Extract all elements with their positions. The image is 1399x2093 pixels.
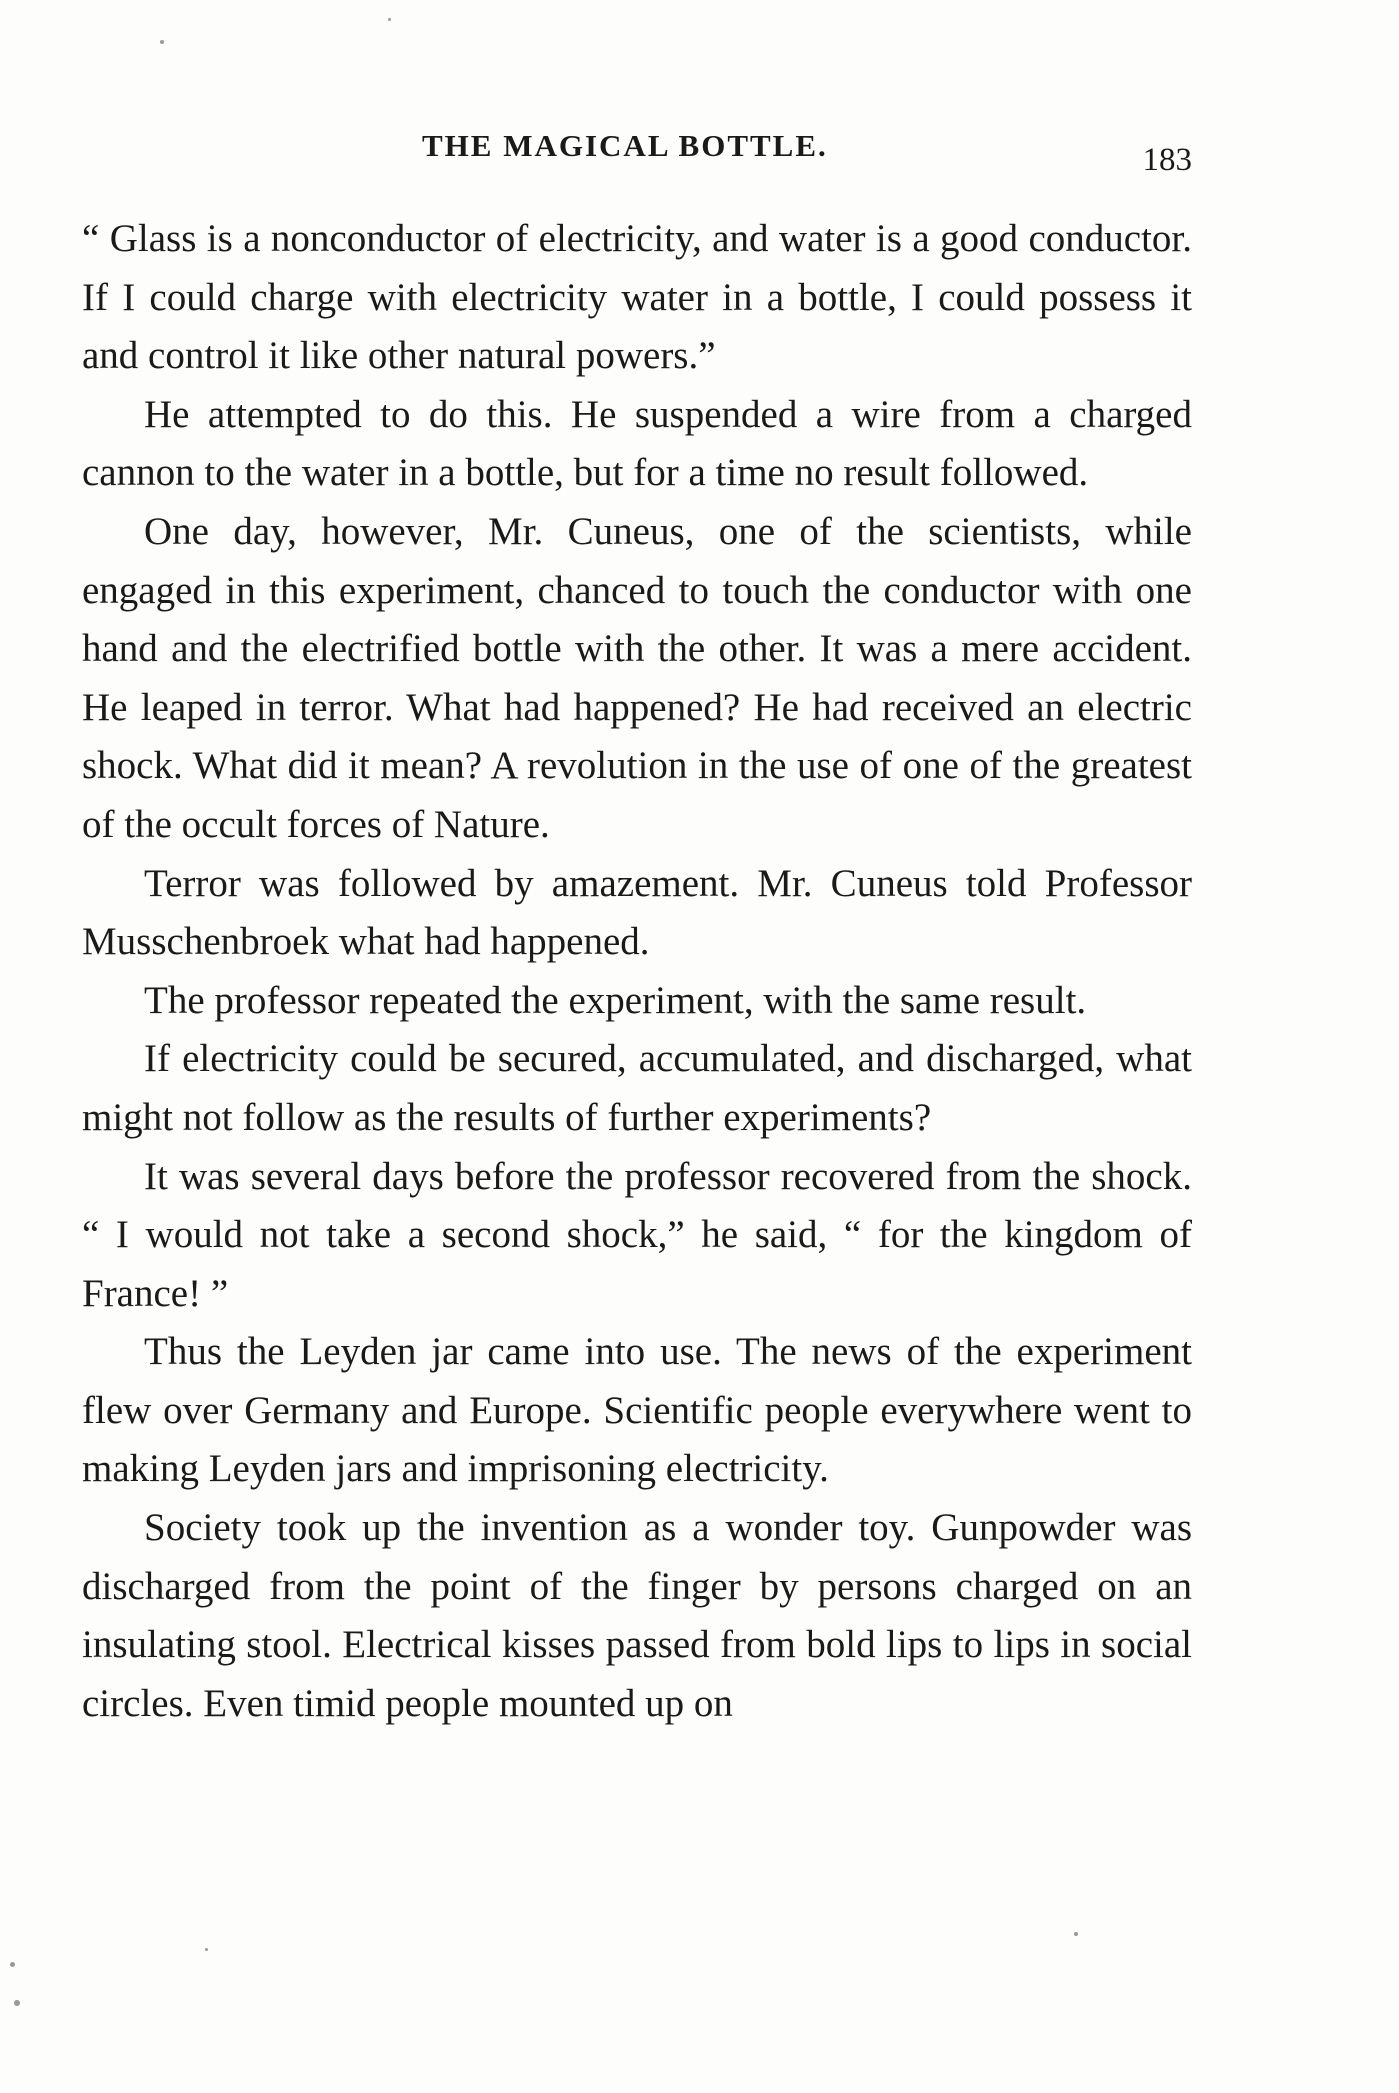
paragraph: It was several days before the professor recovered from the shock. “ I would not take a second shock,” he said, “ for the kingdom of France! ” bbox=[82, 1154, 1192, 1315]
print-speck bbox=[1074, 1932, 1078, 1936]
running-title: THE MAGICAL BOTTLE. bbox=[422, 128, 828, 163]
paragraph: If electricity could be secured, accumulated, and discharged, what might not follow as the results of further experiments? bbox=[82, 1037, 1192, 1139]
print-speck bbox=[205, 1948, 208, 1951]
body-text bbox=[82, 210, 1192, 1733]
page-number: 183 bbox=[1142, 142, 1192, 178]
print-speck bbox=[160, 40, 164, 44]
paragraph: Terror was followed by amazement. Mr. Cuneus told Professor Musschenbroek what had happened. bbox=[82, 861, 1192, 964]
paragraph: The professor repeated the experiment, with the same result. bbox=[144, 978, 1087, 1022]
paragraph: “ Glass is a nonconductor of electricity, and water is a good conductor. If I could charge with electricity water in a bottle, I could possess it and control it like other natural powers.” bbox=[82, 217, 1192, 378]
print-speck bbox=[388, 18, 391, 21]
paragraph: Society took up the invention as a wonder toy. Gunpowder was discharged from the point of the finger by persons charged on an insulating stool. Electrical kisses passed from bold lips to lips in social circles. Even timid people mounted up on bbox=[82, 1506, 1192, 1725]
print-speck bbox=[14, 2000, 20, 2006]
paragraph: He attempted to do this. He suspended a wire from a charged cannon to the water in a bottle, but for a time no result followed. bbox=[82, 392, 1192, 495]
paragraph: One day, however, Mr. Cuneus, one of the scientists, while engaged in this experiment, chanced to touch the conductor with one hand and the electrified bottle with the other. It was a mere accident. He leaped in terror. What had happened? He had received an electric shock. What did it mean? A revolution in the use of one of the greatest of the occult forces of Nature. bbox=[82, 509, 1192, 846]
print-speck bbox=[10, 1962, 15, 1967]
running-header bbox=[82, 128, 1192, 178]
paragraph: Thus the Leyden jar came into use. The news of the experiment flew over Germany and Europe. Scientific people everywhere went to making Leyden jars and imprisoning electricity. bbox=[82, 1330, 1192, 1491]
